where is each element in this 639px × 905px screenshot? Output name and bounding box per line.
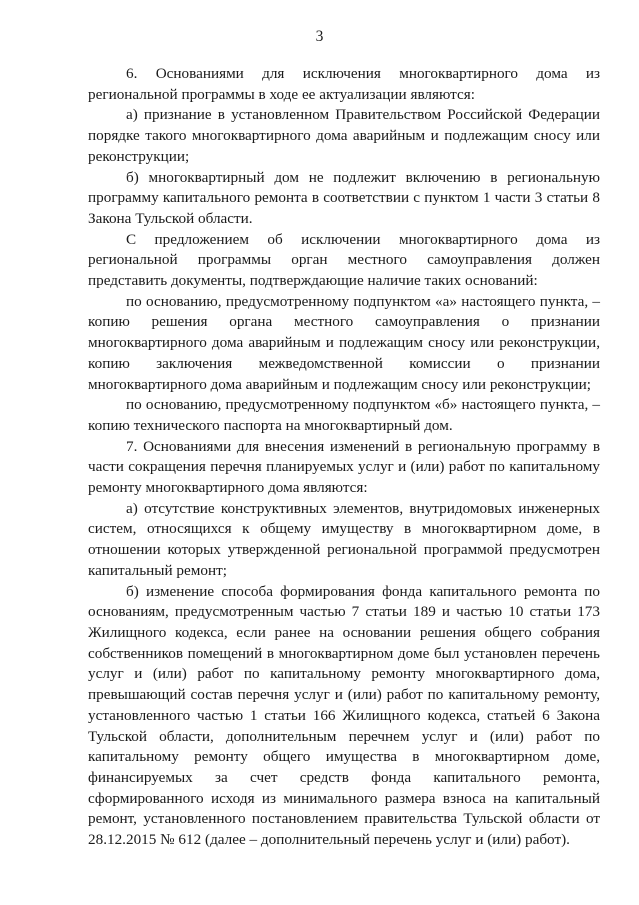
paragraph-item-7-a: а) отсутствие конструктивных элементов, внутридомовых инженерных систем, относящихся к общему имуществу в многоквартирном доме, в отношении которых утвержденной региональной программой предусмотрен капитальный ремонт; — [88, 499, 600, 579]
paragraph-item-6-b: б) многоквартирный дом не подлежит включению в региональную программу капитального ремонта в соответствии с пунктом 1 части 3 статьи 8 Закона Тульской области. — [88, 168, 600, 227]
paragraph-item-6-a: а) признание в установленном Правительством Российской Федерации порядке такого многоквартирного дома аварийным и подлежащим сносу или реконструкции; — [88, 106, 600, 165]
paragraph-basis-b-documents: по основанию, предусмотренному подпунктом «б» настоящего пункта, – копию технического паспорта на многоквартирный дом. — [88, 396, 600, 434]
paragraph-item-6: 6. Основаниями для исключения многоквартирного дома из региональной программы в ходе ее актуализации являются: — [88, 65, 600, 103]
paragraph-item-7-b: б) изменение способа формирования фонда капитального ремонта по основаниям, предусмотренным частью 7 статьи 189 и частью 10 статьи 173 Жилищного кодекса, если ранее на основании решения общего собрания собственников помещений в многоквартирном доме был установлен перечень услуг и (или) работ по капитальному ремонту многоквартирного дома, превышающий состав перечня услуг и (или) работ по капитальному ремонту, установленного частью 1 статьи 166 Жилищного кодекса, статьей 6 Закона Тульской области, дополнительным перечнем услуг и (или) работ по капитальному ремонту общего имущества в многоквартирном доме, финансируемых за счет средств фонда капитального ремонта, сформированного исходя из минимального размера взноса на капитальный ремонт, установленного постановлением правительства Тульской области от 28.12.2015 № 612 (далее – дополнительный перечень услуг и (или) работ). — [88, 582, 600, 849]
paragraph-basis-a-documents: по основанию, предусмотренному подпунктом «а» настоящего пункта, – копию решения органа местного самоуправления о признании многоквартирного дома аварийным и подлежащим сносу или реконструкции, копию заключения межведомственной комиссии о признании многоквартирного дома аварийным и подлежащим сносу или реконструкции; — [88, 292, 600, 393]
paragraph-item-7: 7. Основаниями для внесения изменений в региональную программу в части сокращения перечня планируемых услуг и (или) работ по капитальному ремонту многоквартирного дома являются: — [88, 437, 600, 497]
document-body — [88, 64, 600, 851]
paragraph-proposal-documents: С предложением об исключении многоквартирного дома из региональной программы орган местного самоуправления должен представить документы, подтверждающие наличие таких оснований: — [88, 230, 600, 290]
page-number: 3 — [315, 28, 324, 45]
